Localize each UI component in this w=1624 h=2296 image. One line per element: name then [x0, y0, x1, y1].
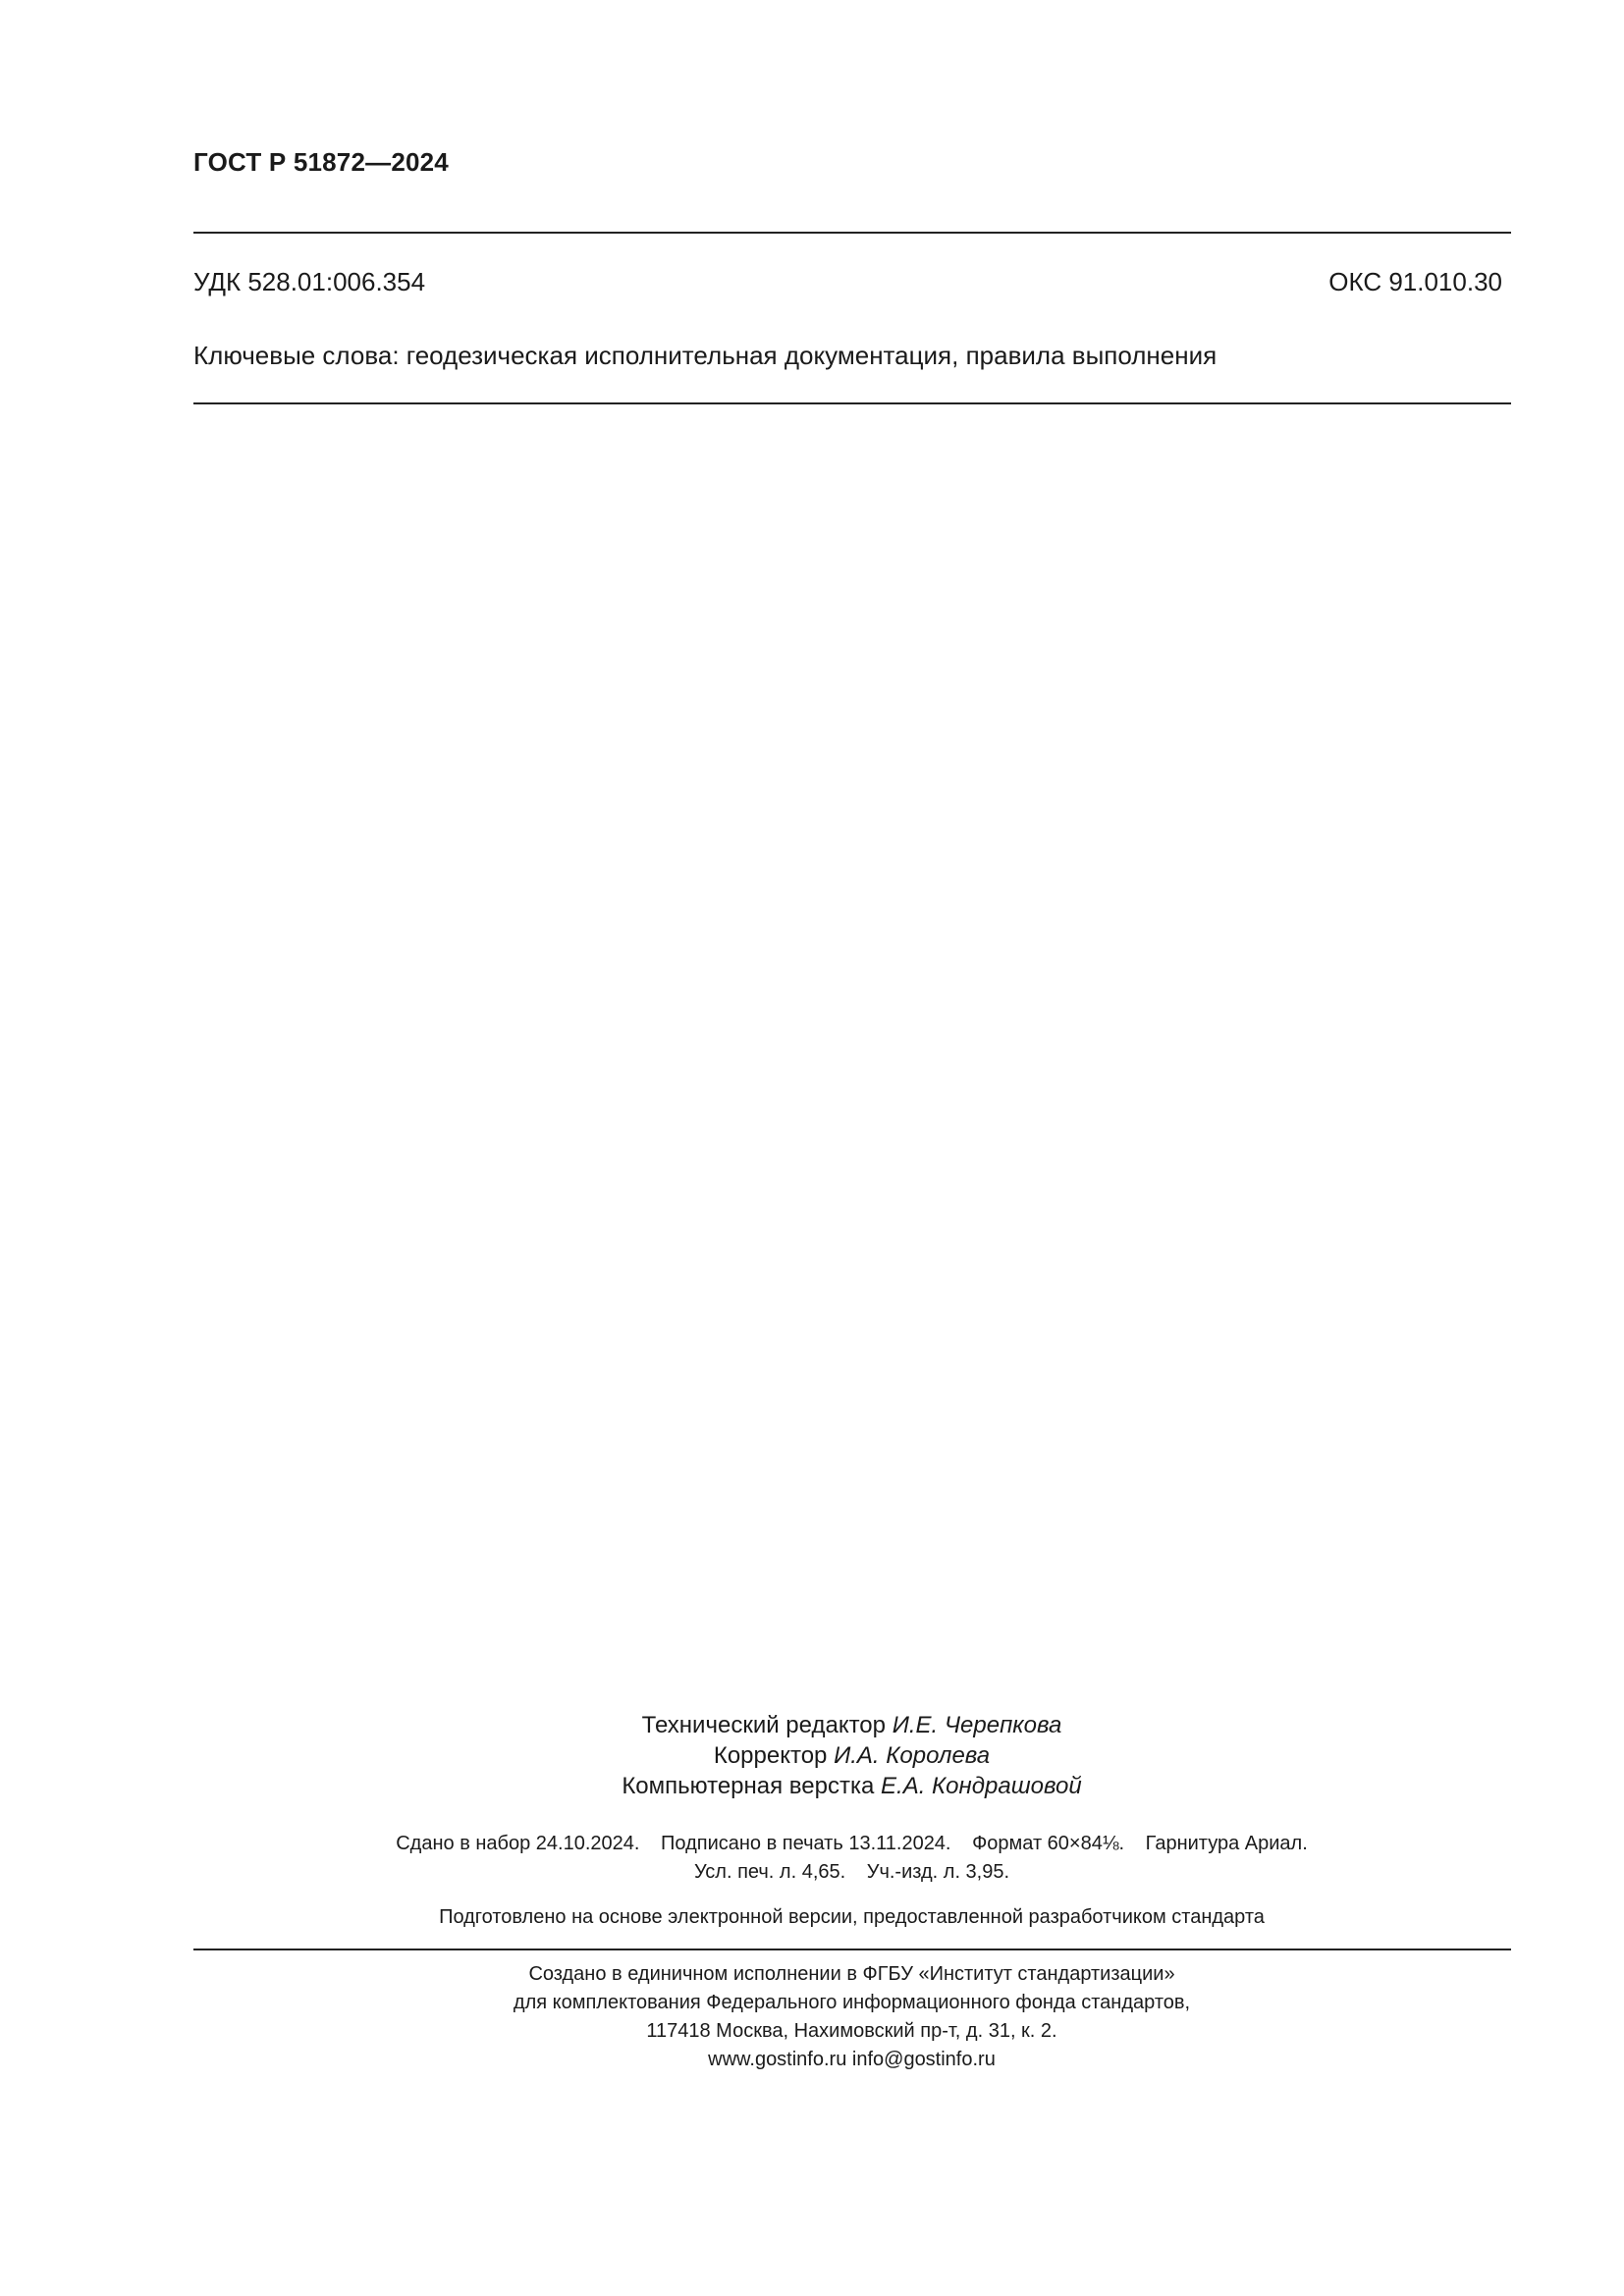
document-code: ГОСТ Р 51872—2024 — [193, 147, 449, 177]
prepared-note: Подготовлено на основе электронной версии, предоставленной разработчиком стандарта — [439, 1906, 1265, 1928]
publisher-sheets: Уч.-изд. л. 3,95. — [866, 1861, 1010, 1883]
submitted-date: Сдано в набор 24.10.2024. — [396, 1833, 640, 1854]
email-link[interactable]: info@gostinfo.ru — [851, 2049, 996, 2070]
publisher-block — [0, 1960, 1624, 2074]
proofreader-name: И.А. Королева — [834, 1742, 991, 1769]
website-link[interactable]: www.gostinfo.ru — [708, 2049, 847, 2070]
publisher-contacts — [0, 2046, 1624, 2074]
layout-name: Е.А. Кондрашовой — [881, 1773, 1082, 1799]
imprint-line-2 — [0, 1858, 1624, 1887]
udk-code: УДК 528.01:006.354 — [193, 267, 426, 296]
paper-format: Формат 60×84⅛. — [972, 1833, 1125, 1854]
typeface: Гарнитура Ариал. — [1145, 1833, 1308, 1854]
layout-line — [0, 1771, 1624, 1801]
tech-editor-line — [0, 1710, 1624, 1740]
publisher-line-1: Создано в единичном исполнении в ФГБУ «Институт стандартизации» — [528, 1963, 1175, 1985]
editorial-credits — [0, 1710, 1624, 1801]
signed-date: Подписано в печать 13.11.2024. — [661, 1833, 951, 1854]
publisher-address: 117418 Москва, Нахимовский пр-т, д. 31, к. 2. — [646, 2020, 1057, 2042]
print-imprint — [0, 1830, 1624, 1887]
tech-editor-name: И.Е. Черепкова — [892, 1712, 1062, 1738]
oks-code: ОКС 91.010.30 — [1328, 267, 1502, 296]
publisher-line-2: для комплектования Федерального информационного фонда стандартов, — [513, 1992, 1191, 2013]
proofreader-label: Корректор — [713, 1742, 828, 1769]
keywords-divider — [193, 402, 1511, 404]
tech-editor-label: Технический редактор — [641, 1712, 887, 1738]
top-divider — [193, 232, 1511, 234]
imprint-line-1 — [0, 1830, 1624, 1858]
bottom-divider — [193, 1949, 1511, 1950]
keywords-line: Ключевые слова: геодезическая исполнительная документация, правила выполнения — [193, 341, 1218, 370]
layout-label: Компьютерная верстка — [622, 1773, 875, 1799]
print-sheets: Усл. печ. л. 4,65. — [693, 1861, 846, 1883]
proofreader-line — [0, 1740, 1624, 1771]
